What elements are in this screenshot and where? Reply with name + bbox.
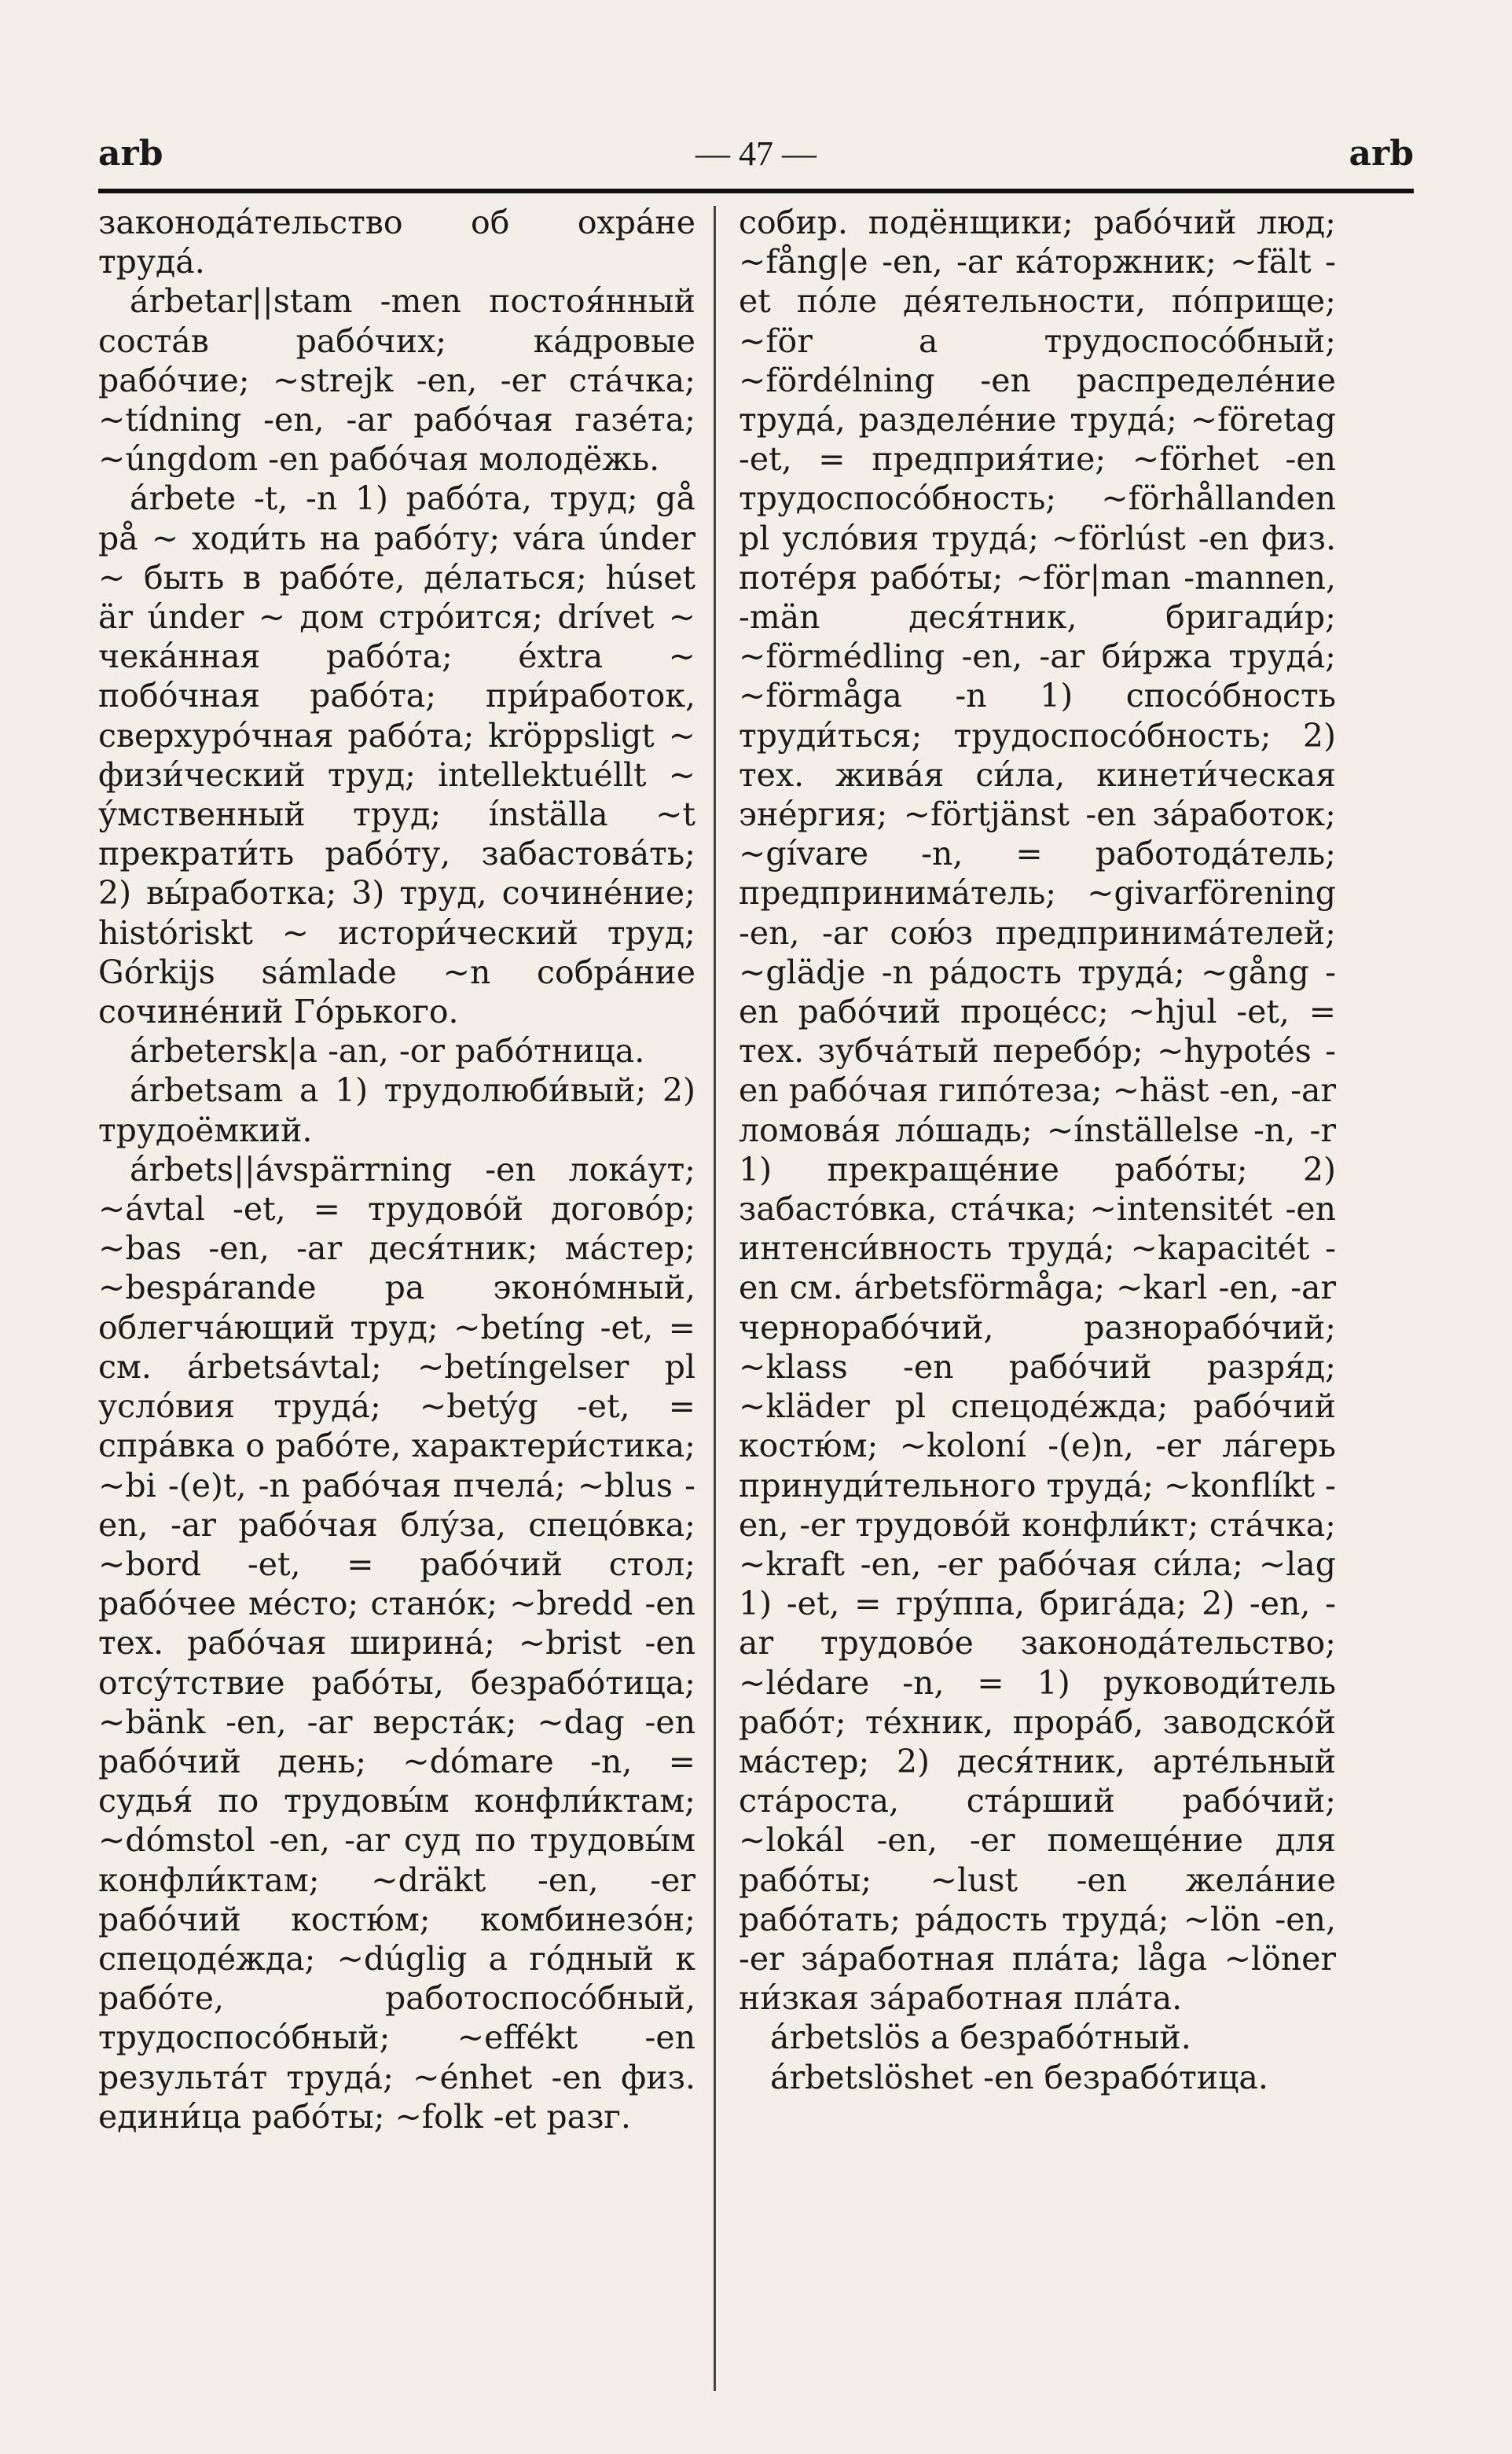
entry-arbeterska: árbetersk|a -an, -or рабо́тница.: [130, 1032, 645, 1071]
page-header: [98, 126, 1414, 189]
right-column: [739, 203, 1336, 2097]
entry-arbets-compounds: árbets||ávspärrning -en лока́ут; ~ávtal -et, = трудово́й догово́р; ~bas -en, -ar деся́тник; ма́стер; ~bespárande pa эконо́мный, облегча́ющий труд; ~betíng -et, = см. árbetsávtal; ~betíngelser pl усло́вия труда́; ~betýg -et, = спра́вка о рабо́те, характери́стика; ~bi -(e)t, -n рабо́чая пчела́; ~blus -en, -ar рабо́чая блу́за, спецо́вка; ~bord -et, = рабо́чий стол; рабо́чее ме́сто; стано́к; ~bredd -en тех. рабо́чая ширина́; ~brist -en отсу́тствие рабо́ты, безрабо́тица; ~bänk -en, -ar верста́к; ~dag -en рабо́чий день; ~dómare -n, = судья́ по трудовы́м конфли́ктам; ~dómstol -en, -ar суд по трудовы́м конфли́ктам; ~dräkt -en, -er рабо́чий костю́м; комбинезо́н; спецоде́жда; ~dúglig a го́дный к рабо́те, работоспосо́бный, трудоспосо́бный; ~effékt -en результа́т труда́; ~énhet -en физ. едини́ца рабо́ты; ~folk -et разг.: [98, 1150, 695, 2136]
header-rule: [98, 189, 1414, 193]
entry-arbetarstam: árbetar||stam -men постоя́нный соста́в рабо́чих; ка́дровые рабо́чие; ~strejk -en, -er ста́чка; ~tídning -en, -ar рабо́чая газе́та; ~úngdom -en рабо́чая молодёжь.: [98, 282, 695, 479]
column-divider: [714, 206, 716, 2391]
entry-arbetsam: árbetsam a 1) трудолюби́вый; 2) трудоёмкий.: [98, 1071, 695, 1149]
entry-arbetsloshet: árbetslöshet -en безрабо́тица.: [770, 2058, 1268, 2096]
header-right-guideword: arb: [1349, 134, 1414, 174]
entry-arbetslos: árbetslös a безрабо́тный.: [770, 2019, 1191, 2057]
header-left-guideword: arb: [98, 134, 163, 174]
left-column: [98, 203, 695, 2136]
entry-arbete: árbete -t, -n 1) рабо́та, труд; gå på ~ ходи́ть на рабо́ту; vára únder ~ быть в рабо́те, де́латься; húset är únder ~ дом стро́ится; drívet ~ чека́нная рабо́та; éxtra ~ побо́чная рабо́та; при́работок, сверхуро́чная рабо́та; kröppsligt ~ физи́ческий труд; intellektuéllt ~ у́мственный труд; ínställa ~t прекрати́ть рабо́ту, забастова́ть; 2) вы́работка; 3) труд, сочине́ние; históriskt ~ истори́ческий труд; Górkijs sámlade ~n собра́ние сочине́ний Го́рького.: [98, 479, 695, 1031]
page-number: — 47 —: [695, 134, 817, 173]
entry-continuation: законода́тельство об охра́не труда́.: [98, 204, 695, 281]
entry-arbets-compounds-cont: собир. подёнщики; рабо́чий люд; ~fång|e -en, -ar ка́торжник; ~fält -et по́ле де́ятельности, по́прище; ~för a трудоспосо́бный; ~fördélning -en распределе́ние труда́, разделе́ние труда́; ~företag -et, = предприя́тие; ~förhet -en трудоспосо́бность; ~förhållanden pl усло́вия труда́; ~förlúst -en физ. поте́ря рабо́ты; ~för|man -mannen, -män деся́тник, бригади́р; ~förmédling -en, -ar би́ржа труда́; ~förmåga -n 1) спосо́бность труди́ться; трудоспосо́бность; 2) тех. жива́я си́ла, кинети́ческая эне́ргия; ~förtjänst -en за́работок; ~gívare -n, = работода́тель; предпринима́тель; ~givarförening -en, -ar сою́з предпринима́телей; ~glädje -n ра́дость труда́; ~gång -en рабо́чий проце́сс; ~hjul -et, = тех. зубча́тый перебо́р; ~hypotés -en рабо́чая гипо́теза; ~häst -en, -ar ломова́я ло́шадь; ~ínställelse -n, -r 1) прекраще́ние рабо́ты; 2) забасто́вка, ста́чка; ~intensitét -en интенси́вность труда́; ~kapacitét -en см. árbetsförmåga; ~karl -en, -ar чернорабо́чий, разнорабо́чий; ~klass -en рабо́чий разря́д; ~kläder pl спецоде́жда; рабо́чий костю́м; ~koloní -(e)n, -er ла́герь принуди́тельного труда́; ~konflíkt -en, -er трудово́й конфли́кт; ста́чка; ~kraft -en, -er рабо́чая си́ла; ~lag 1) -et, = гру́ппа, брига́да; 2) -en, -ar трудово́е законода́тельство; ~lédare -n, = 1) руководи́тель рабо́т; те́хник, прора́б, заводско́й ма́стер; 2) деся́тник, арте́льный ста́роста, ста́рший рабо́чий; ~lokál -en, -er помеще́ние для рабо́ты; ~lust -en жела́ние рабо́тать; ра́дость труда́; ~lön -en, -er за́работная пла́та; låga ~löner ни́зкая за́работная пла́та.: [739, 204, 1336, 2018]
